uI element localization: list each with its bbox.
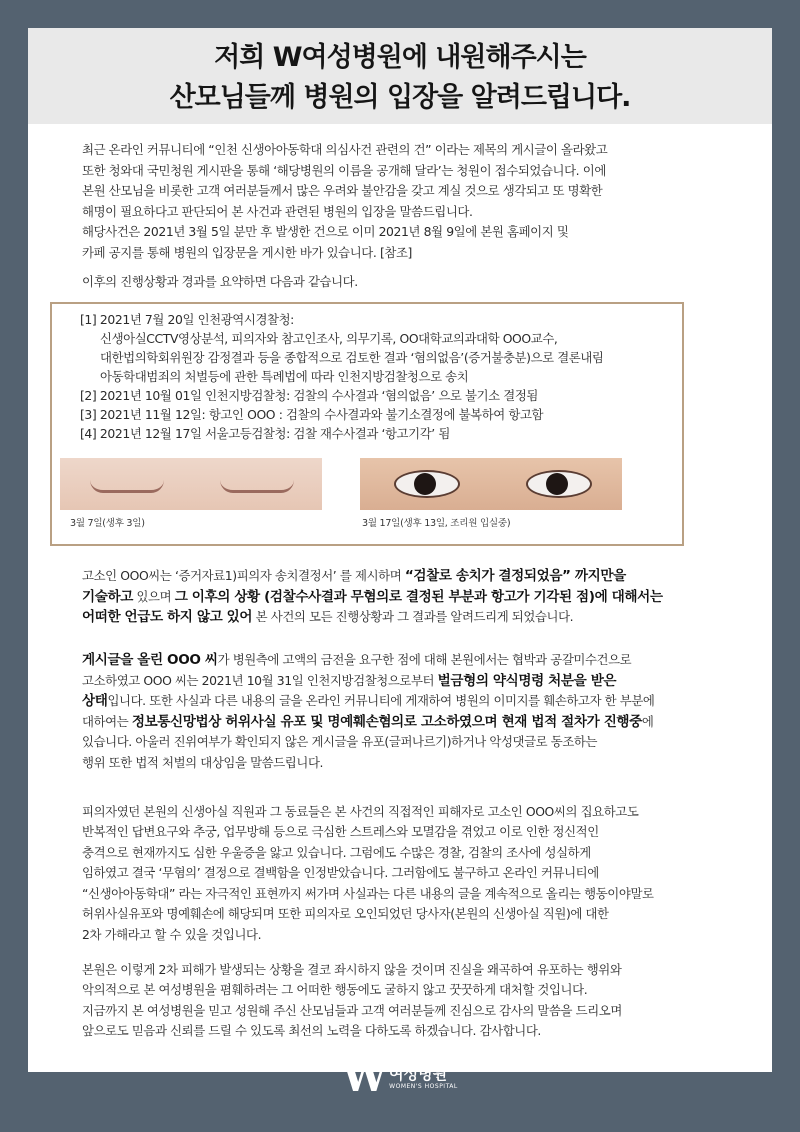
- emphasis-run: 게시글을 올린 OOO 씨: [82, 651, 218, 668]
- text-run: 있으며: [132, 588, 175, 604]
- timeline-item-1-detail: 아동학대범죄의 처벌등에 관한 특례법에 따라 인천지방검찰청으로 송치: [100, 369, 469, 385]
- logo-mark: W: [342, 1054, 388, 1101]
- intro-line: 또한 청와대 국민청원 게시판을 통해 ‘해당병원의 이름을 공개해 달라’는 청원이 접수되었습니다. 이에: [82, 162, 606, 178]
- text-run: 입니다. 또한 사실과 다른 내용의 글을 온라인 커뮤니티에 게재하여 병원의 이미지를 훼손하고자 한 부분에: [107, 693, 655, 709]
- text-run: 고소인 OOO씨는 ‘증거자료1)피의자 송치결정서’ 를 제시하며: [82, 568, 405, 584]
- open-eye-left: [394, 470, 460, 498]
- title-band: [28, 28, 772, 124]
- title-line-2: 산모님들께 병원의 입장을 알려드립니다.: [169, 82, 631, 113]
- text-run: 본 사건의 모든 진행상황과 그 결과를 알려드리게 되었습니다.: [252, 609, 574, 625]
- logo-name-ko: 여성병원: [389, 1065, 448, 1083]
- text-line: 악의적으로 본 여성병원을 폄훼하려는 그 어떠한 행동에도 굴하지 않고 꿋꿋하게 대처할 것입니다.: [82, 982, 588, 998]
- emphasis-run: 벌금형의 약식명령 처분을 받은: [437, 672, 617, 689]
- text-line: 행위 또한 법적 처벌의 대상임을 말씀드립니다.: [82, 754, 324, 770]
- text-line: 충격으로 현재까지도 심한 우울증을 앓고 있습니다. 그럼에도 수많은 경찰, 검찰의 조사에 성실하게: [82, 844, 591, 860]
- text-line: 앞으로도 믿음과 신뢰를 드릴 수 있도록 최선의 노력을 다하도록 하겠습니다. 감사합니다.: [82, 1023, 541, 1039]
- emphasis-run: 어떠한 언급도 하지 않고 있어: [82, 609, 253, 626]
- text-run: 고소하였고 OOO 씨는 2021년 10월 31일 인천지방검찰청으로부터: [82, 672, 438, 688]
- timeline-item-2: [2] 2021년 10월 01일 인천지방검찰청: 검찰의 수사결과 ‘혐의없음’ 으로 불기소 결정됨: [80, 388, 538, 404]
- intro-line: 해명이 필요하다고 판단되어 본 사건과 관련된 병원의 입장을 말씀드립니다.: [82, 203, 473, 219]
- text-line: 피의자였던 본원의 신생아실 직원과 그 동료들은 본 사건의 직접적인 피해자로 고소인 OOO씨의 집요하고도: [82, 803, 639, 819]
- text-line: 있습니다. 아울러 진위여부가 확인되지 않은 게시글을 유포(글퍼나르기)하거나 악성댓글로 동조하는: [82, 734, 598, 750]
- emphasis-run: “검찰로 송치가 결정되었음” 까지만을: [404, 568, 626, 585]
- emphasis-run: 정보통신망법상 허위사실 유포 및 명예훼손혐의로 고소하였으며 현재 법적 절차가 진행중: [131, 713, 642, 730]
- intro-line: 최근 온라인 커뮤니티에 “인천 신생아아동학대 의심사건 관련의 건” 이라는 제목의 게시글이 올라왔고: [82, 142, 608, 157]
- timeline-item-1-detail: 대한법의학회위원장 감정결과 등을 종합적으로 검토한 결과 ‘혐의없음’(증거불충분)으로 결론내림: [100, 350, 604, 366]
- closed-eye-right: [220, 480, 294, 493]
- timeline-item-1-detail: 신생아실CCTV영상분석, 피의자와 참고인조사, 의무기록, OO대학교의과대학 OOO교수,: [100, 331, 558, 347]
- text-line: 2차 가해라고 할 수 있을 것입니다.: [82, 927, 262, 943]
- emphasis-run: 기술하고: [82, 588, 133, 605]
- text-line: 허위사실유포와 명예훼손에 해당되며 또한 피의자로 오인되었던 당사자(본원의 신생아실 직원)에 대한: [82, 906, 609, 922]
- text-line: 반복적인 답변요구와 추궁, 업무방해 등으로 극심한 스트레스와 모멸감을 겪었고 이로 인한 정신적인: [82, 824, 599, 840]
- text-run: 에: [641, 713, 654, 729]
- complainant-statement: [82, 566, 732, 628]
- summary-intro: 이후의 진행상황과 경과를 요약하면 다음과 같습니다.: [82, 273, 358, 289]
- intro-paragraph: [82, 140, 732, 264]
- text-line: 본원은 이렇게 2차 피해가 발생되는 상황을 결코 좌시하지 않을 것이며 진실을 왜곡하여 유포하는 행위와: [82, 961, 622, 977]
- legal-action-paragraph: [82, 650, 732, 774]
- evidence-photos: [60, 458, 660, 530]
- photo-day3-caption: 3월 7일(생후 3일): [70, 518, 145, 530]
- emphasis-run: 상태: [82, 693, 108, 710]
- intro-line: 카페 공지를 통해 병원의 입장문을 게시한 바가 있습니다. [참조]: [82, 244, 412, 260]
- intro-line: 본원 산모님을 비롯한 고객 여러분들께서 많은 우려와 불안감을 갖고 계실 것으로 생각되고 또 명확한: [82, 183, 603, 199]
- timeline-item-3: [3] 2021년 11월 12일: 항고인 OOO : 검찰의 수사결과와 불기소결정에 불복하여 항고함: [80, 407, 544, 423]
- emphasis-run: 그 이후의 상황 (검찰수사결과 무혐의로 결정된 부분과 항고가 기각된 점)에 대해서는: [174, 588, 663, 605]
- text-line: 임하였고 결국 ‘무혐의’ 결정으로 결백함을 인정받았습니다. 그러함에도 불구하고 온라인 커뮤니티에: [82, 865, 599, 881]
- intro-line: 해당사건은 2021년 3월 5일 분만 후 발생한 건으로 이미 2021년 8월 9일에 본원 홈페이지 및: [82, 224, 569, 240]
- photo-day13-caption: 3월 17일(생후 13일, 조리원 입실중): [362, 518, 511, 530]
- closed-eye-left: [90, 480, 164, 493]
- text-line: “신생아아동학대” 라는 자극적인 표현까지 써가며 사실과는 다른 내용의 글을 계속적으로 올리는 행동이야말로: [82, 885, 654, 901]
- text-run: 대하여는: [82, 713, 132, 729]
- title-line-1: 저희 W여성병원에 내원해주시는: [214, 42, 586, 73]
- photo-day3: [60, 458, 322, 510]
- notice-body: [70, 140, 732, 1042]
- text-line: 지금까지 본 여성병원을 믿고 성원해 주신 산모님들과 고객 여러분들께 진심으로 감사의 말씀을 드리오며: [82, 1002, 622, 1018]
- logo-name-en: WOMEN'S HOSPITAL: [389, 1083, 458, 1090]
- hospital-logo: [0, 1018, 800, 1110]
- timeline-item-1: [1] 2021년 7월 20일 인천광역시경찰청:: [80, 312, 294, 328]
- staff-harm-paragraph: [82, 802, 732, 946]
- open-eye-right: [526, 470, 592, 498]
- timeline-box: [50, 302, 684, 546]
- text-run: 가 병원측에 고액의 금전을 요구한 점에 대해 본원에서는 협박과 공갈미수건으로: [217, 651, 632, 667]
- timeline-item-4: [4] 2021년 12월 17일 서울고등검찰청: 검찰 재수사결과 ‘항고기각’ 됨: [80, 426, 450, 442]
- photo-day13: [360, 458, 622, 510]
